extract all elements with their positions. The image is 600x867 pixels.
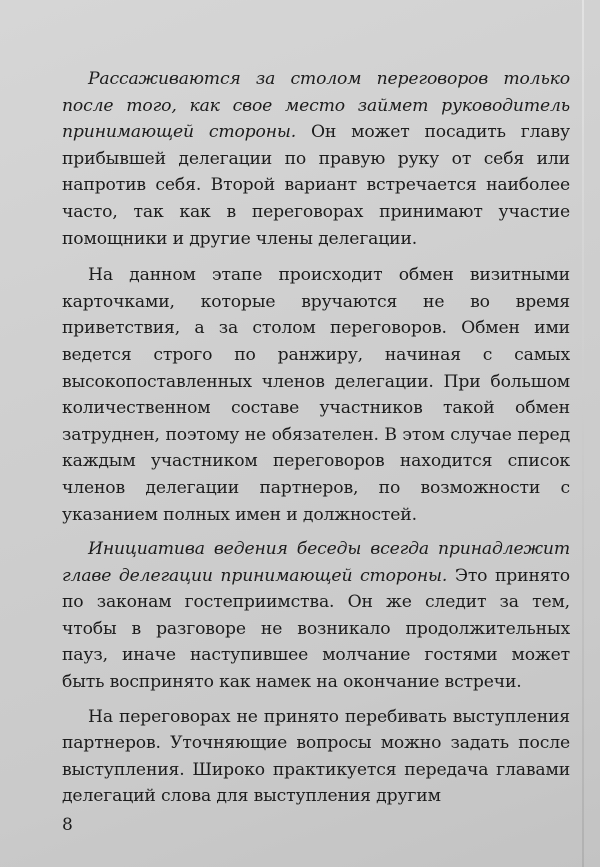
paragraph-3 xyxy=(62,536,570,696)
paragraph-1-text: Он может посадить главу прибывшей делегации по правую руку от себя или напротив себя. Второй вариант встречается наиболее часто, так как в переговорах принимают участие помощники и другие члены делегации. xyxy=(62,122,570,249)
paragraph-3-italic: Инициатива ведения беседы всегда принадлежит главе делегации принимающей стороны. xyxy=(62,539,570,586)
paragraph-2 xyxy=(62,262,570,528)
paragraph-2-text: На данном этапе происходит обмен визитными карточками, которые вручаются не во время приветствия, а за столом переговоров. Обмен ими ведется строго по ранжиру, начиная с самых высокопоставленных членов делегации. При большом количественном составе участников такой обмен затруднен, поэтому не обязателен. В этом случае перед каждым участником переговоров находится список членов делегации партнеров, по возможности с указанием полных имен и должностей. xyxy=(62,265,570,525)
page-number: 8 xyxy=(62,815,73,835)
paragraph-1-italic: Рассаживаются за столом переговоров только после того, как свое место займет руководитель принимающей стороны. xyxy=(62,69,570,143)
paragraph-1 xyxy=(62,66,570,252)
body-text xyxy=(62,66,570,818)
paragraph-4-text: На переговорах не принято перебивать выступления партнеров. Уточняющие вопросы можно задать после выступления. Широко практикуется передача главами делегаций слова для выступления другим xyxy=(62,706,570,807)
paragraph-4 xyxy=(62,704,570,810)
paragraph-3-text: Это принято по законам гостеприимства. Он же следит за тем, чтобы в разговоре не возникало продолжительных пауз, иначе наступившее молчание гостями может быть воспринято как намек на окончание встречи. xyxy=(62,565,570,693)
page-crease xyxy=(582,0,584,867)
